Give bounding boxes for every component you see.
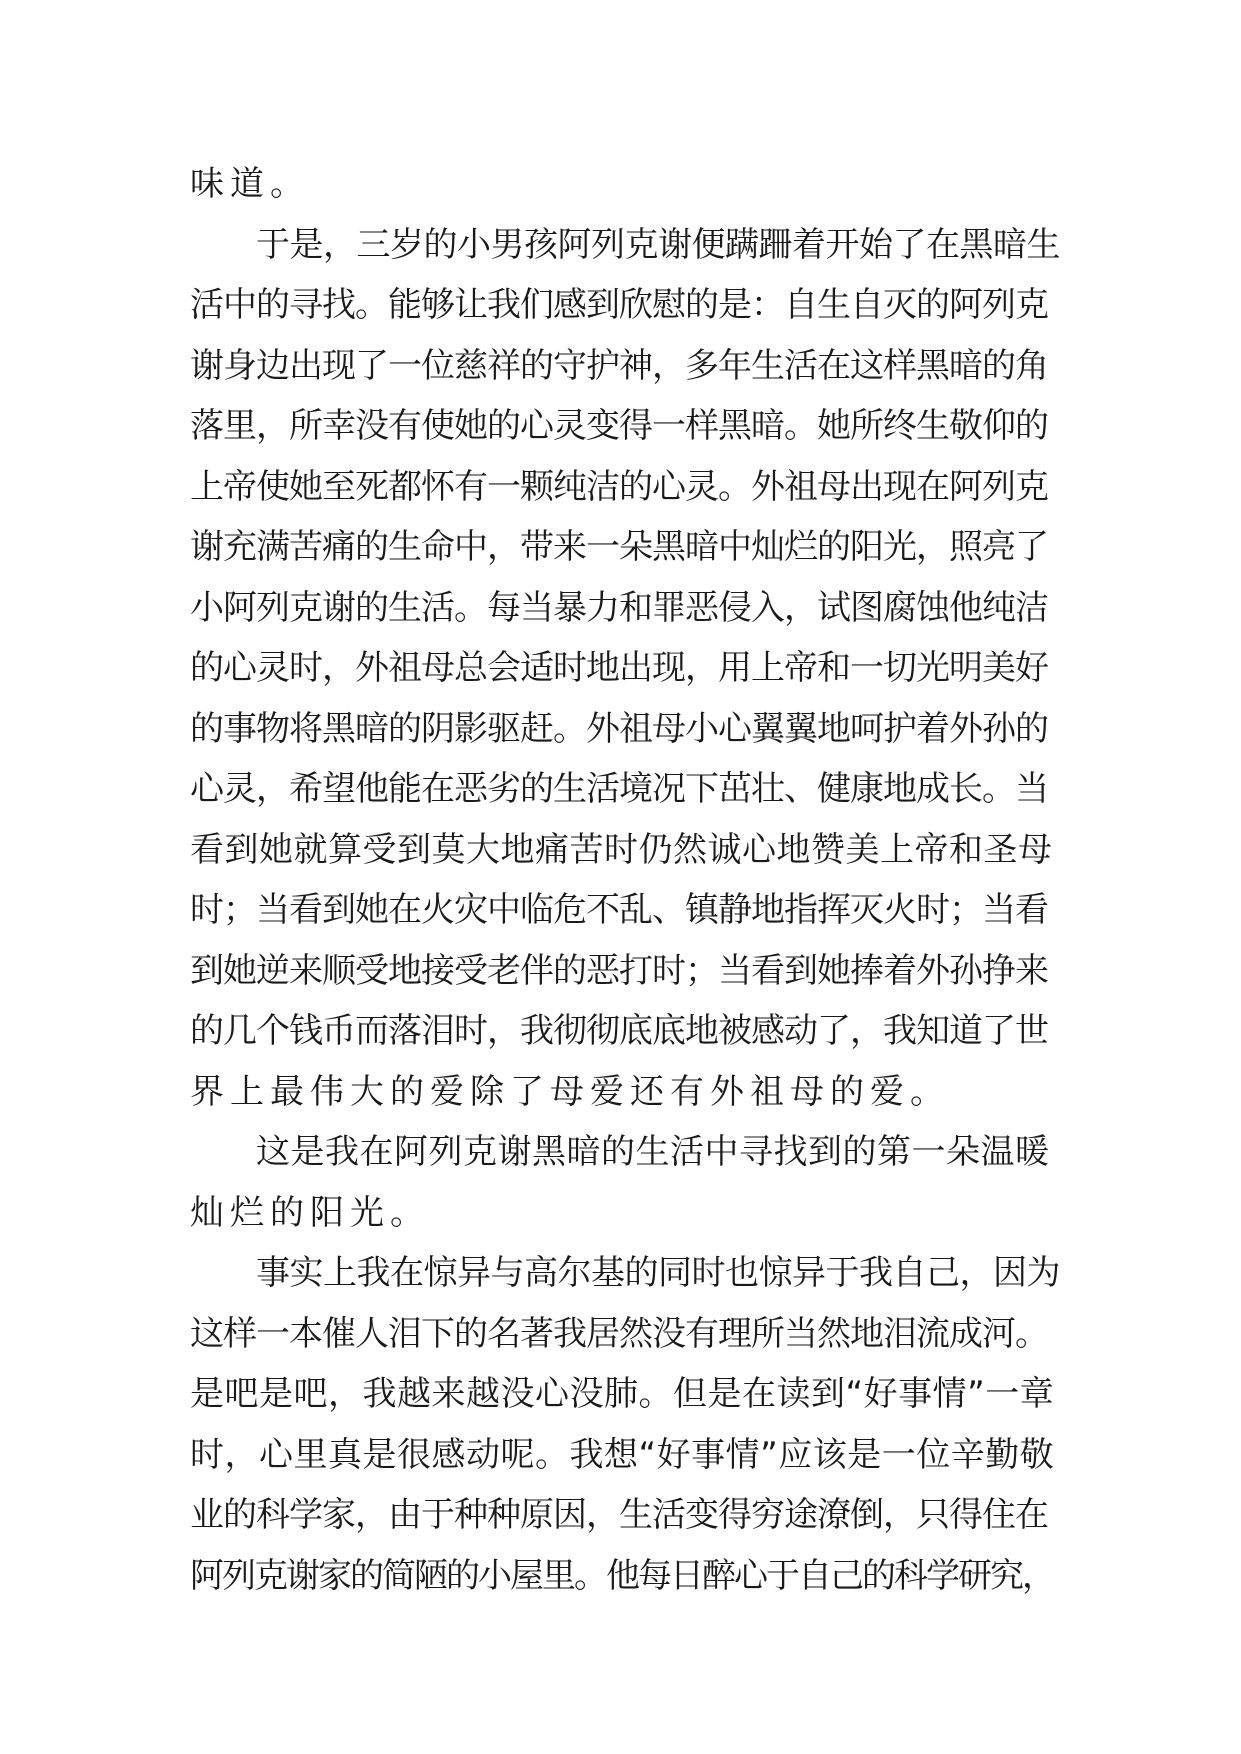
body-text [190, 154, 1060, 1606]
text-line: 谢充满苦痛的生命中，带来一朵黑暗中灿烂的阳光，照亮了 [190, 527, 1048, 567]
text-line: 上帝使她至死都怀有一颗纯洁的心灵。外祖母出现在阿列克 [190, 466, 1048, 507]
text-line: 小阿列克谢的生活。每当暴力和罪恶侵入，试图腐蚀他纯洁 [190, 587, 1048, 628]
text-line: 看到她就算受到莫大地痛苦时仍然诚心地赞美上帝和圣母 [190, 829, 1053, 870]
text-line: 心灵，希望他能在恶劣的生活境况下茁壮、健康地成长。当 [190, 769, 1048, 809]
text-line: 时，心里真是很感动呢。我想“好事情”应该是一位辛勤敬 [190, 1434, 1055, 1475]
text-line: 的事物将黑暗的阴影驱赶。外祖母小心翼翼地呵护着外孙的 [190, 708, 1048, 749]
text-line: 界上最伟大的爱除了母爱还有外祖母的爱。 [190, 1071, 950, 1112]
text-line: 活中的寻找。能够让我们感到欣慰的是：自生自灭的阿列克 [190, 285, 1048, 325]
text-line: 灿烂的阳光。 [190, 1192, 430, 1233]
text-line: 这样一本催人泪下的名著我居然没有理所当然地泪流成河。 [190, 1313, 1048, 1354]
text-line: 的几个钱币而落泪时，我彻彻底底地被感动了，我知道了世 [190, 1011, 1048, 1051]
text-line: 到她逆来顺受地接受老伴的恶打时；当看到她捧着外孙挣来 [190, 950, 1048, 991]
text-line: 这是我在阿列克谢黑暗的生活中寻找到的第一朵温暖 [256, 1132, 1050, 1172]
text-line: 味道。 [190, 164, 310, 204]
text-line: 于是，三岁的小男孩阿列克谢便蹒跚着开始了在黑暗生 [256, 224, 1060, 265]
text-line: 落里，所幸没有使她的心灵变得一样黑暗。她所终生敬仰的 [190, 406, 1048, 446]
text-line: 阿列克谢家的简陋的小屋里。他每日醉心于自己的科学研究， [190, 1555, 1054, 1596]
text-line: 谢身边出现了一位慈祥的守护神，多年生活在这样黑暗的角 [190, 345, 1048, 386]
text-line: 事实上我在惊异与高尔基的同时也惊异于我自己，因为 [256, 1253, 1060, 1293]
text-line: 时；当看到她在火灾中临危不乱、镇静地指挥灭火时；当看 [190, 890, 1048, 930]
text-line: 是吧是吧，我越来越没心没肺。但是在读到“好事情”一章 [190, 1374, 1055, 1414]
text-line: 业的科学家，由于种种原因，生活变得穷途潦倒，只得住在 [190, 1495, 1048, 1535]
text-line: 的心灵时，外祖母总会适时地出现，用上帝和一切光明美好 [190, 648, 1048, 688]
